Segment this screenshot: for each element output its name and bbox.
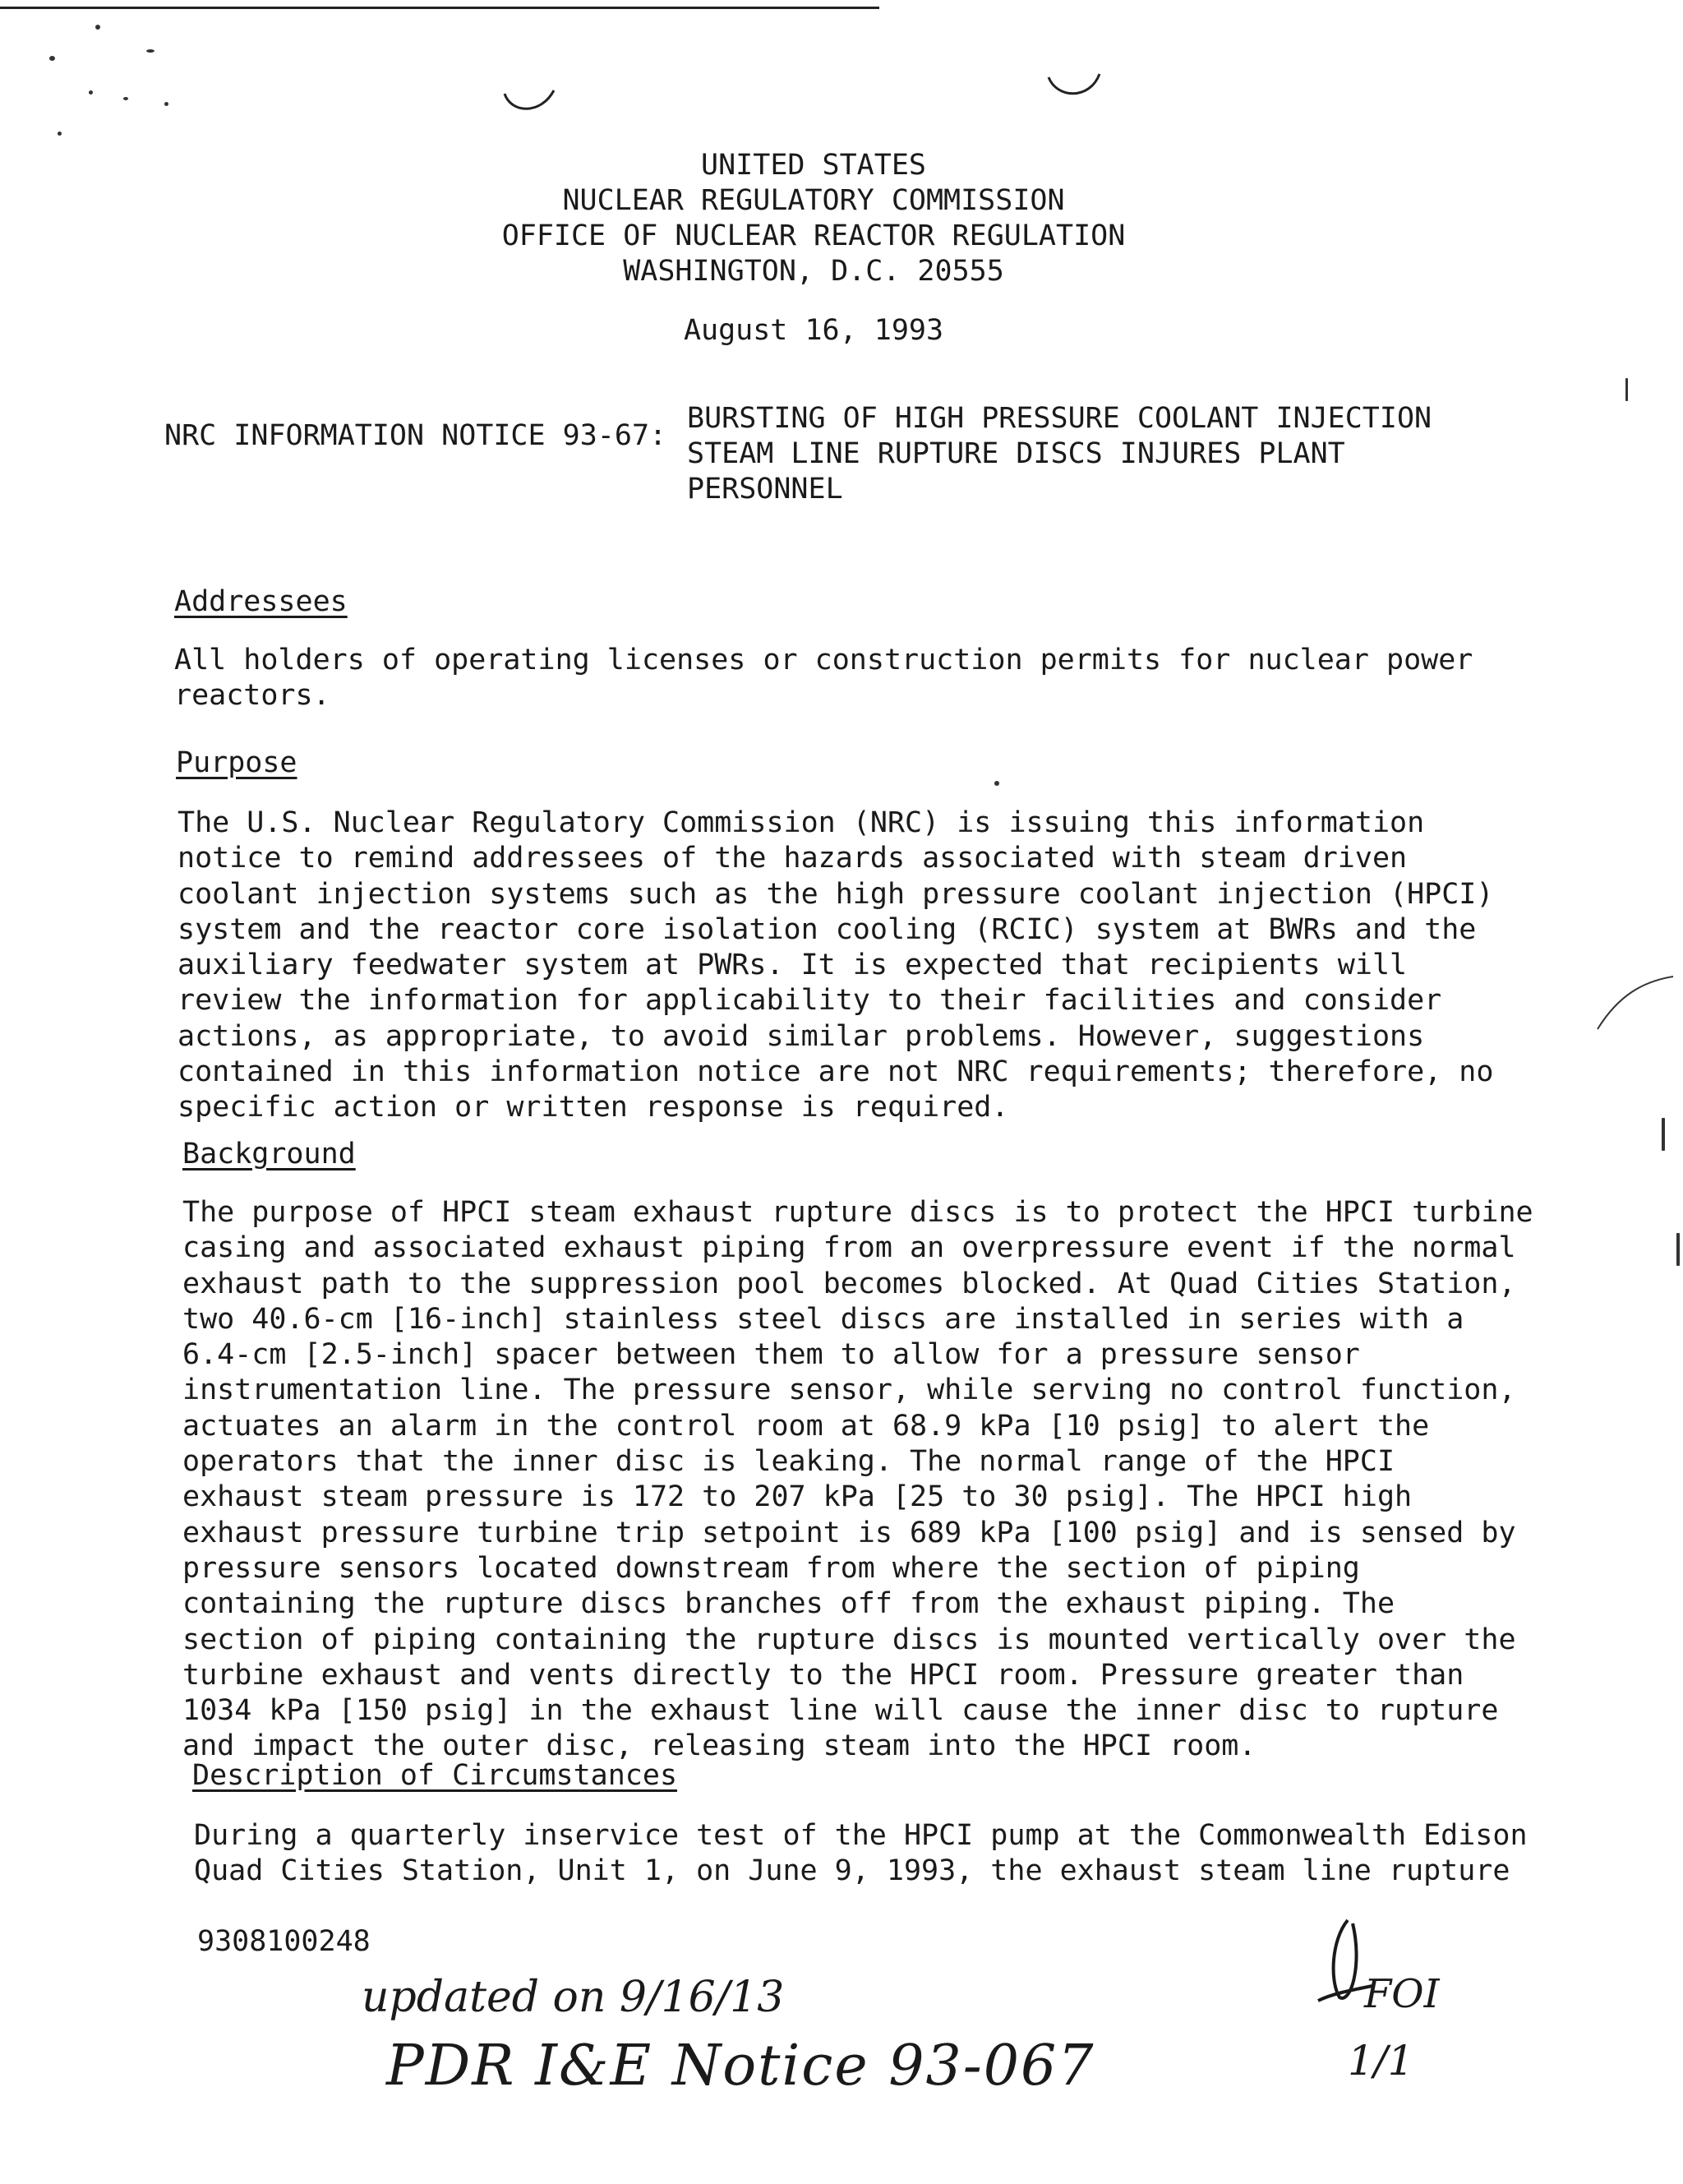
letterhead-line: UNITED STATES [701, 149, 926, 182]
body-line: containing the rupture discs branches off from the exhaust piping. The [182, 1587, 1395, 1621]
background-heading: Background [182, 1138, 356, 1170]
notice-title [687, 401, 1558, 507]
body-line: exhaust pressure turbine trip setpoint is 689 kPa [100 psig] and is sensed by [182, 1516, 1516, 1549]
body-line: All holders of operating licenses or construction permits for nuclear power [174, 644, 1473, 676]
addressees-body [174, 643, 1473, 714]
circumstances-body [194, 1818, 1528, 1890]
body-line: two 40.6-cm [16-inch] stainless steel discs are installed in series with a [182, 1302, 1464, 1336]
scan-speck [1625, 378, 1628, 401]
handwritten-signature-loop [1315, 1915, 1381, 2006]
body-line: The U.S. Nuclear Regulatory Commission (NRC) is issuing this information [178, 806, 1425, 839]
handwritten-page-mark: 1/1 [1348, 2037, 1414, 2085]
scan-speck [146, 49, 154, 53]
punch-hole-mark-right [1042, 66, 1108, 107]
body-line: system and the reactor core isolation cooling (RCIC) system at BWRs and the [178, 912, 1477, 946]
body-line: notice to remind addressees of the hazards associated with steam driven [178, 842, 1408, 875]
body-line: review the information for applicability to their facilities and consider [178, 984, 1442, 1018]
body-line: The purpose of HPCI steam exhaust rupture discs is to protect the HPCI turbine [182, 1196, 1533, 1229]
body-line: pressure sensors located downstream from where the section of piping [182, 1551, 1360, 1585]
body-line: turbine exhaust and vents directly to the HPCI room. Pressure greater than [182, 1658, 1464, 1692]
top-rule [0, 7, 879, 9]
document-number: 9308100248 [197, 1925, 371, 1958]
handwritten-updated-note: updated on 9/16/13 [362, 1973, 785, 2022]
scan-speck [1676, 1233, 1680, 1266]
letterhead-line: OFFICE OF NUCLEAR REACTOR REGULATION [501, 219, 1126, 252]
body-line: casing and associated exhaust piping from an overpressure event if the normal [182, 1231, 1516, 1265]
letterhead-line: WASHINGTON, D.C. 20555 [623, 255, 1004, 288]
body-line: actions, as appropriate, to avoid similar problems. However, suggestions [178, 1019, 1425, 1053]
scan-speck [49, 56, 55, 61]
scan-speck [994, 781, 999, 786]
body-line: exhaust path to the suppression pool becomes blocked. At Quad Cities Station, [182, 1267, 1516, 1300]
scan-speck [164, 102, 168, 106]
purpose-heading: Purpose [176, 746, 297, 779]
scan-speck [95, 25, 100, 30]
scan-speck [58, 132, 62, 136]
purpose-body [178, 806, 1493, 1126]
letterhead-line: NUCLEAR REGULATORY COMMISSION [562, 184, 1065, 217]
body-line: exhaust steam pressure is 172 to 207 kPa [25 to 30 psig]. The HPCI high [182, 1480, 1413, 1514]
body-line: reactors. [174, 679, 330, 713]
handwritten-filing-note: PDR I&E Notice 93-067 [386, 2034, 1095, 2099]
margin-stroke-mark [1594, 970, 1676, 1036]
body-line: 6.4-cm [2.5-inch] spacer between them to allow for a pressure sensor [182, 1338, 1360, 1372]
body-line: instrumentation line. The pressure sensor, while serving no control function, [182, 1374, 1516, 1407]
body-line: Quad Cities Station, Unit 1, on June 9, 1993, the exhaust steam line rupture [194, 1854, 1510, 1888]
notice-title-line: PERSONNEL [687, 473, 843, 506]
body-line: specific action or written response is required. [178, 1091, 1009, 1124]
circumstances-heading: Description of Circumstances [192, 1759, 678, 1792]
body-line: actuates an alarm in the control room at 68.9 kPa [10 psig] to alert the [182, 1409, 1430, 1443]
notice-number-label: NRC INFORMATION NOTICE 93-67: [164, 419, 667, 452]
body-line: auxiliary feedwater system at PWRs. It is expected that recipients will [178, 949, 1408, 982]
scan-speck [1662, 1118, 1665, 1151]
body-line: 1034 kPa [150 psig] in the exhaust line will cause the inner disc to rupture [182, 1694, 1499, 1728]
notice-title-line: STEAM LINE RUPTURE DISCS INJURES PLANT [687, 437, 1345, 470]
addressees-heading: Addressees [174, 585, 348, 618]
scan-speck [89, 90, 93, 95]
letterhead [460, 148, 1167, 289]
background-body [182, 1195, 1533, 1765]
punch-hole-mark-left [501, 85, 559, 118]
body-line: During a quarterly inservice test of the HPCI pump at the Commonwealth Edison [194, 1819, 1528, 1852]
body-line: contained in this information notice are not NRC requirements; therefore, no [178, 1055, 1494, 1089]
notice-title-line: BURSTING OF HIGH PRESSURE COOLANT INJECTION [687, 402, 1432, 435]
body-line: and impact the outer disc, releasing steam into the HPCI room. [182, 1729, 1256, 1763]
body-line: operators that the inner disc is leaking. The normal range of the HPCI [182, 1445, 1395, 1479]
body-line: coolant injection systems such as the high pressure coolant injection (HPCI) [178, 877, 1494, 911]
notice-date: August 16, 1993 [683, 314, 944, 347]
body-line: section of piping containing the rupture discs is mounted vertically over the [182, 1623, 1516, 1656]
scan-speck [123, 97, 128, 100]
handwritten-foi-mark: FOI [1364, 1971, 1440, 2017]
